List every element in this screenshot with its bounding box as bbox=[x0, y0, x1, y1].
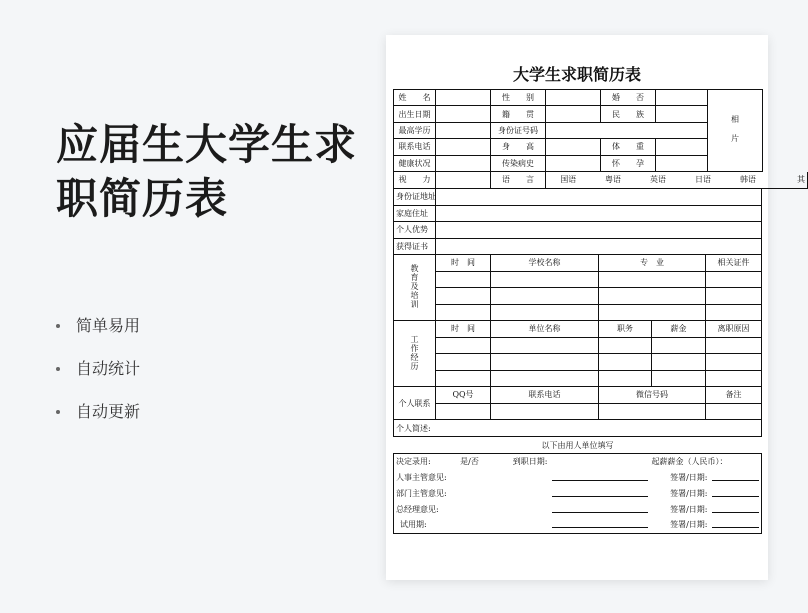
input-vision[interactable] bbox=[436, 172, 491, 188]
label-contact: 个人联系 bbox=[394, 387, 436, 420]
contact-header-note: 备注 bbox=[706, 387, 762, 403]
label-decision: 决定录用: bbox=[396, 456, 431, 466]
label-dept-sign: 签署/日期: bbox=[670, 488, 708, 498]
photo-box[interactable] bbox=[708, 90, 763, 172]
input-id-address[interactable] bbox=[436, 189, 762, 205]
label-idno: 身份证号码 bbox=[491, 122, 546, 138]
label-dept: 部门主管意见: bbox=[396, 488, 447, 498]
input-certificate[interactable] bbox=[436, 238, 762, 254]
lang-other[interactable]: 其 bbox=[771, 172, 808, 188]
input-weight[interactable] bbox=[656, 139, 708, 155]
input-idno[interactable] bbox=[546, 122, 708, 138]
input-gm-sign[interactable] bbox=[710, 501, 762, 517]
label-ethnic: 民 族 bbox=[601, 106, 656, 122]
label-language: 语 言 bbox=[491, 172, 546, 188]
label-gm: 总经理意见: bbox=[396, 504, 439, 514]
work-header-position: 职务 bbox=[599, 321, 652, 337]
contact-header-wechat: 微信号码 bbox=[599, 387, 706, 403]
label-weight: 体 重 bbox=[601, 139, 656, 155]
edu-header-school: 学校名称 bbox=[491, 255, 599, 271]
lang-english[interactable]: 英语 bbox=[636, 172, 681, 188]
input-phone[interactable] bbox=[436, 139, 491, 155]
input-start-date[interactable] bbox=[550, 453, 650, 469]
table-row bbox=[394, 271, 762, 287]
input-birth[interactable] bbox=[436, 106, 491, 122]
input-height[interactable] bbox=[546, 139, 601, 155]
work-header-time: 时 间 bbox=[436, 321, 491, 337]
label-trial-sign: 签署/日期: bbox=[670, 520, 708, 530]
table-row bbox=[394, 403, 762, 419]
label-work-block bbox=[394, 321, 436, 387]
resume-form bbox=[393, 89, 805, 534]
work-label-text: 工作经历 bbox=[410, 334, 419, 371]
employer-table bbox=[393, 453, 762, 534]
label-trial: 试用期: bbox=[400, 520, 427, 530]
label-hr-sign: 签署/日期: bbox=[670, 472, 708, 482]
lang-cantonese[interactable]: 粤语 bbox=[591, 172, 636, 188]
label-start-date: 到职日期: bbox=[512, 456, 548, 466]
input-disease[interactable] bbox=[546, 155, 601, 171]
resume-sheet bbox=[386, 35, 805, 580]
input-gender[interactable] bbox=[546, 90, 601, 106]
language-table bbox=[393, 172, 808, 189]
label-salary: 起薪薪金（人民币）： bbox=[651, 456, 728, 466]
input-dept[interactable] bbox=[550, 485, 650, 501]
label-photo: 相 片 bbox=[730, 115, 740, 144]
edu-header-cert: 相关证件 bbox=[706, 255, 762, 271]
table-row bbox=[394, 370, 762, 386]
education-label-text: 教育及培训 bbox=[410, 263, 419, 309]
feature-item: 自动统计 bbox=[56, 355, 140, 398]
edu-header-time: 时 间 bbox=[436, 255, 491, 271]
input-hr-sign[interactable] bbox=[710, 469, 762, 485]
resume-title: 大学生求职简历表 bbox=[512, 65, 641, 84]
label-vision: 视 力 bbox=[394, 172, 436, 188]
education-table bbox=[393, 255, 762, 321]
promo-title-line2: 职简历表 bbox=[56, 174, 229, 223]
decision-yes-no[interactable]: 是/否 bbox=[460, 456, 479, 466]
input-health[interactable] bbox=[436, 155, 491, 171]
label-hr: 人事主管意见: bbox=[396, 472, 447, 482]
label-disease: 传染病史 bbox=[491, 155, 546, 171]
input-marital[interactable] bbox=[656, 90, 708, 106]
work-header-salary: 薪金 bbox=[652, 321, 706, 337]
contact-header-qq: QQ号 bbox=[436, 387, 491, 403]
label-education: 最高学历 bbox=[394, 122, 436, 138]
label-height: 身 高 bbox=[491, 139, 546, 155]
label-phone: 联系电话 bbox=[394, 139, 436, 155]
input-hr[interactable] bbox=[550, 469, 650, 485]
input-trial[interactable] bbox=[550, 517, 650, 533]
promo-title bbox=[56, 118, 357, 226]
lang-mandarin[interactable]: 国语 bbox=[546, 172, 591, 188]
promo-title-line1: 应届生大学生求 bbox=[56, 120, 358, 169]
table-row bbox=[394, 354, 762, 370]
contact-header-phone: 联系电话 bbox=[491, 387, 599, 403]
input-name[interactable] bbox=[436, 90, 491, 106]
label-summary[interactable]: 个人简述: bbox=[394, 420, 762, 436]
label-id-address: 身份证地址 bbox=[394, 189, 436, 205]
input-home-address[interactable] bbox=[436, 205, 762, 221]
label-birth: 出生日期 bbox=[394, 106, 436, 122]
input-pregnant[interactable] bbox=[656, 155, 708, 171]
label-name: 姓 名 bbox=[394, 90, 436, 106]
label-native: 籍 贯 bbox=[491, 106, 546, 122]
edu-header-major: 专 业 bbox=[599, 255, 706, 271]
label-advantage: 个人优势 bbox=[394, 222, 436, 238]
table-row bbox=[394, 337, 762, 353]
input-trial-sign[interactable] bbox=[710, 517, 762, 533]
feature-item: 简单易用 bbox=[56, 312, 140, 355]
label-pregnant: 怀 孕 bbox=[601, 155, 656, 171]
label-gender: 性 别 bbox=[491, 90, 546, 106]
input-education[interactable] bbox=[436, 122, 491, 138]
label-gm-sign: 签署/日期: bbox=[670, 504, 708, 514]
feature-list bbox=[56, 312, 140, 441]
lang-japanese[interactable]: 日语 bbox=[681, 172, 726, 188]
table-row bbox=[394, 304, 762, 320]
label-marital: 婚 否 bbox=[601, 90, 656, 106]
input-gm[interactable] bbox=[550, 501, 650, 517]
input-ethnic[interactable] bbox=[656, 106, 708, 122]
work-header-reason: 离职原因 bbox=[706, 321, 762, 337]
label-home-address: 家庭住址 bbox=[394, 205, 436, 221]
contact-table bbox=[393, 387, 762, 437]
work-header-company: 单位名称 bbox=[491, 321, 599, 337]
label-health: 健康状况 bbox=[394, 155, 436, 171]
input-advantage[interactable] bbox=[436, 222, 762, 238]
employer-notice: 以下由用人单位填写 bbox=[541, 440, 614, 450]
personal-info-table bbox=[393, 89, 763, 172]
address-table bbox=[393, 189, 762, 255]
feature-item: 自动更新 bbox=[56, 398, 140, 441]
label-certificate: 获得证书 bbox=[394, 238, 436, 254]
table-row bbox=[394, 288, 762, 304]
work-table bbox=[393, 321, 762, 387]
lang-korean[interactable]: 韩语 bbox=[726, 172, 771, 188]
input-native[interactable] bbox=[546, 106, 601, 122]
label-education-block bbox=[394, 255, 436, 321]
input-dept-sign[interactable] bbox=[710, 485, 762, 501]
